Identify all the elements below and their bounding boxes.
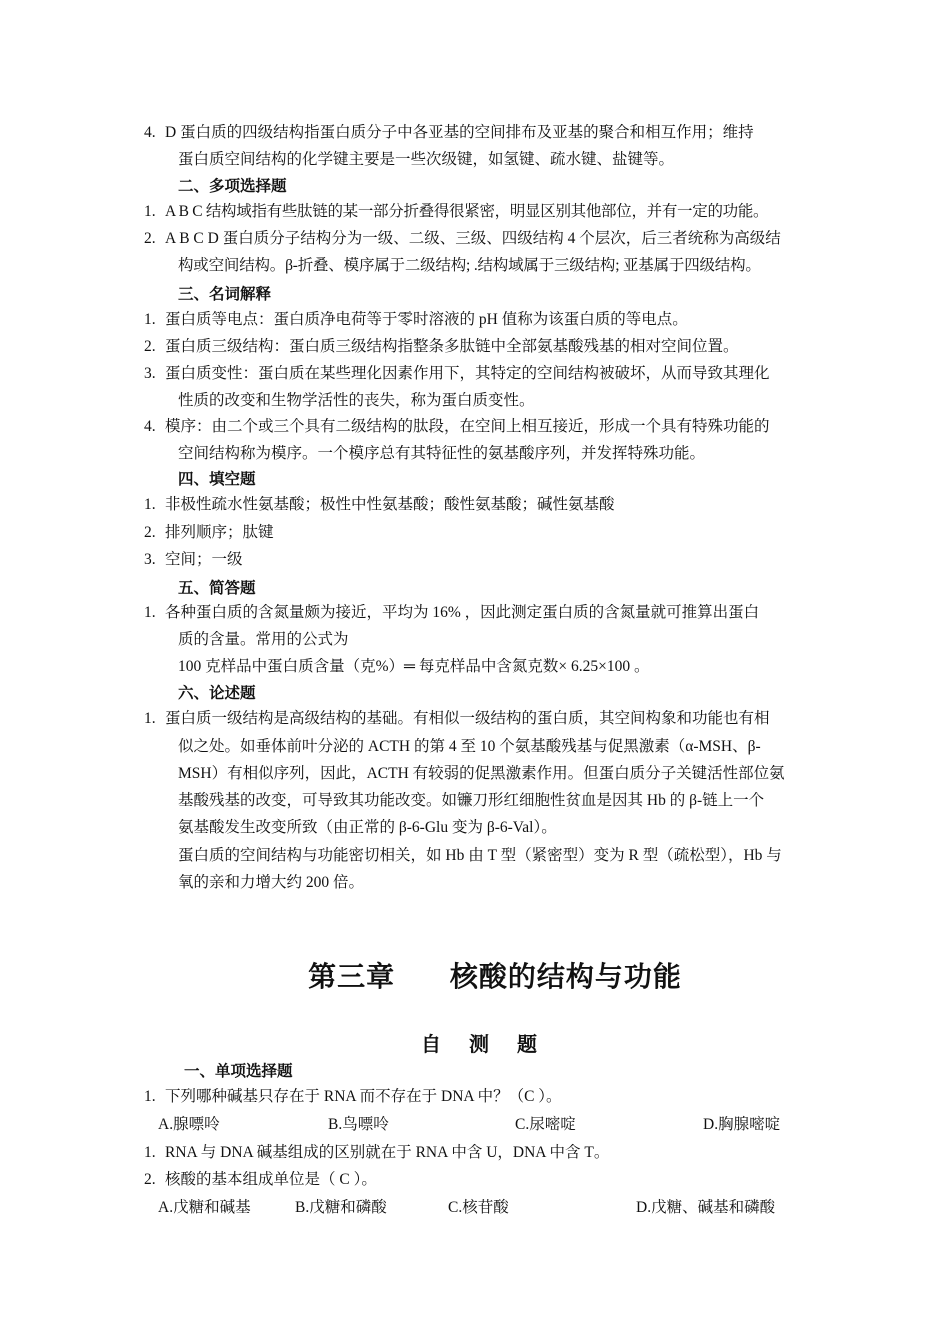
answer-text: 基酸残基的改变，可导致其功能改变。如镰刀形红细胞性贫血是因其 Hb 的 β-链上一个 bbox=[178, 792, 765, 809]
answer-text: 质的含量。常用的公式为 bbox=[178, 631, 349, 648]
list-number: 1. bbox=[144, 1144, 156, 1161]
list-number: 1. bbox=[144, 1088, 156, 1105]
list-number: 1. bbox=[144, 311, 156, 328]
section-heading: 五、简答题 bbox=[178, 579, 256, 597]
answer-text: 空间结构称为模序。一个模序总有其特征性的氨基酸序列，并发挥特殊功能。 bbox=[178, 445, 706, 462]
list-number: 1. bbox=[144, 203, 156, 220]
answer-text: 蛋白质变性：蛋白质在某些理化因素作用下，其特定的空间结构被破坏，从而导致其理化 bbox=[165, 365, 770, 382]
answer-text: A B C 结构域指有些肽链的某一部分折叠得很紧密，明显区别其他部位，并有一定的功能。 bbox=[165, 203, 769, 220]
answer-text: 蛋白质一级结构是高级结构的基础。有相似一级结构的蛋白质，其空间构象和功能也有相 bbox=[165, 710, 770, 727]
answer-text: D 蛋白质的四级结构指蛋白质分子中各亚基的空间排布及亚基的聚合和相互作用；维持 bbox=[165, 124, 754, 141]
chapter-title: 第三章 核酸的结构与功能 bbox=[308, 960, 682, 993]
answer-text: 性质的改变和生物学活性的丧失，称为蛋白质变性。 bbox=[178, 392, 535, 409]
answer-text: 似之处。如垂体前叶分泌的 ACTH 的第 4 至 10 个氨基酸残基与促黑激素（α-MSH、β- bbox=[178, 738, 761, 755]
formula-text: 100 克样品中蛋白质含量（克%）═ 每克样品中含氮克数× 6.25×100 。 bbox=[178, 658, 650, 675]
note-text: RNA 与 DNA 碱基组成的区别就在于 RNA 中含 U，DNA 中含 T。 bbox=[165, 1144, 610, 1161]
answer-text: 构或空间结构。β-折叠、模序属于二级结构; .结构域属于三级结构; 亚基属于四级结构。 bbox=[178, 257, 761, 274]
answer-text: 氨基酸发生改变所致（由正常的 β-6-Glu 变为 β-6-Val）。 bbox=[178, 819, 557, 836]
answer-text: 各种蛋白质的含氮量颇为接近，平均为 16% ，因此测定蛋白质的含氮量就可推算出蛋白 bbox=[165, 604, 760, 621]
list-number: 3. bbox=[144, 365, 156, 382]
option-c: C.尿嘧啶 bbox=[515, 1116, 576, 1133]
answer-text: 蛋白质三级结构：蛋白质三级结构指整条多肽链中全部氨基酸残基的相对空间位置。 bbox=[165, 338, 739, 355]
section-heading: 一、单项选择题 bbox=[184, 1062, 293, 1080]
list-number: 1. bbox=[144, 604, 156, 621]
option-c: C.核苷酸 bbox=[448, 1199, 509, 1216]
list-number: 2. bbox=[144, 230, 156, 247]
option-a: A.腺嘌呤 bbox=[158, 1116, 220, 1133]
option-a: A.戊糖和碱基 bbox=[158, 1199, 251, 1216]
section-heading: 三、名词解释 bbox=[178, 285, 272, 303]
answer-text: A B C D 蛋白质分子结构分为一级、二级、三级、四级结构 4 个层次，后三者统称为高级结 bbox=[165, 230, 781, 247]
list-number: 4. bbox=[144, 418, 156, 435]
self-test-title: 自测题 bbox=[421, 1032, 565, 1056]
list-number: 2. bbox=[144, 338, 156, 355]
list-number: 2. bbox=[144, 524, 156, 541]
answer-text: 蛋白质等电点：蛋白质净电荷等于零时溶液的 pH 值称为该蛋白质的等电点。 bbox=[165, 311, 688, 328]
section-heading: 六、论述题 bbox=[178, 684, 256, 702]
answer-text: MSH）有相似序列，因此，ACTH 有较弱的促黑激素作用。但蛋白质分子关键活性部位氨 bbox=[178, 765, 785, 782]
answer-text: 排列顺序；肽键 bbox=[165, 524, 274, 541]
list-number: 1. bbox=[144, 710, 156, 727]
answer-text: 蛋白质空间结构的化学键主要是一些次级键，如氢键、疏水键、盐键等。 bbox=[178, 151, 675, 168]
list-number: 3. bbox=[144, 551, 156, 568]
question-text: 核酸的基本组成单位是（ C ）。 bbox=[165, 1171, 377, 1188]
option-d: D.胸腺嘧啶 bbox=[703, 1116, 781, 1133]
list-number: 1. bbox=[144, 496, 156, 513]
list-number: 2. bbox=[144, 1171, 156, 1188]
section-heading: 四、填空题 bbox=[178, 470, 256, 488]
answer-text: 模序：由二个或三个具有二级结构的肽段，在空间上相互接近，形成一个具有特殊功能的 bbox=[165, 418, 770, 435]
answer-text: 氧的亲和力增大约 200 倍。 bbox=[178, 874, 365, 891]
option-b: B.戊糖和磷酸 bbox=[295, 1199, 387, 1216]
question-text: 下列哪种碱基只存在于 RNA 而不存在于 DNA 中？（C ）。 bbox=[165, 1088, 562, 1105]
option-d: D.戊糖、碱基和磷酸 bbox=[636, 1199, 776, 1216]
answer-text: 空间；一级 bbox=[165, 551, 243, 568]
answer-text: 蛋白质的空间结构与功能密切相关，如 Hb 由 T 型（紧密型）变为 R 型（疏松型），Hb 与 bbox=[178, 847, 782, 864]
section-heading: 二、多项选择题 bbox=[178, 177, 287, 195]
list-number: 4. bbox=[144, 124, 156, 141]
option-b: B.鸟嘌呤 bbox=[328, 1116, 389, 1133]
answer-text: 非极性疏水性氨基酸；极性中性氨基酸；酸性氨基酸；碱性氨基酸 bbox=[165, 496, 615, 513]
